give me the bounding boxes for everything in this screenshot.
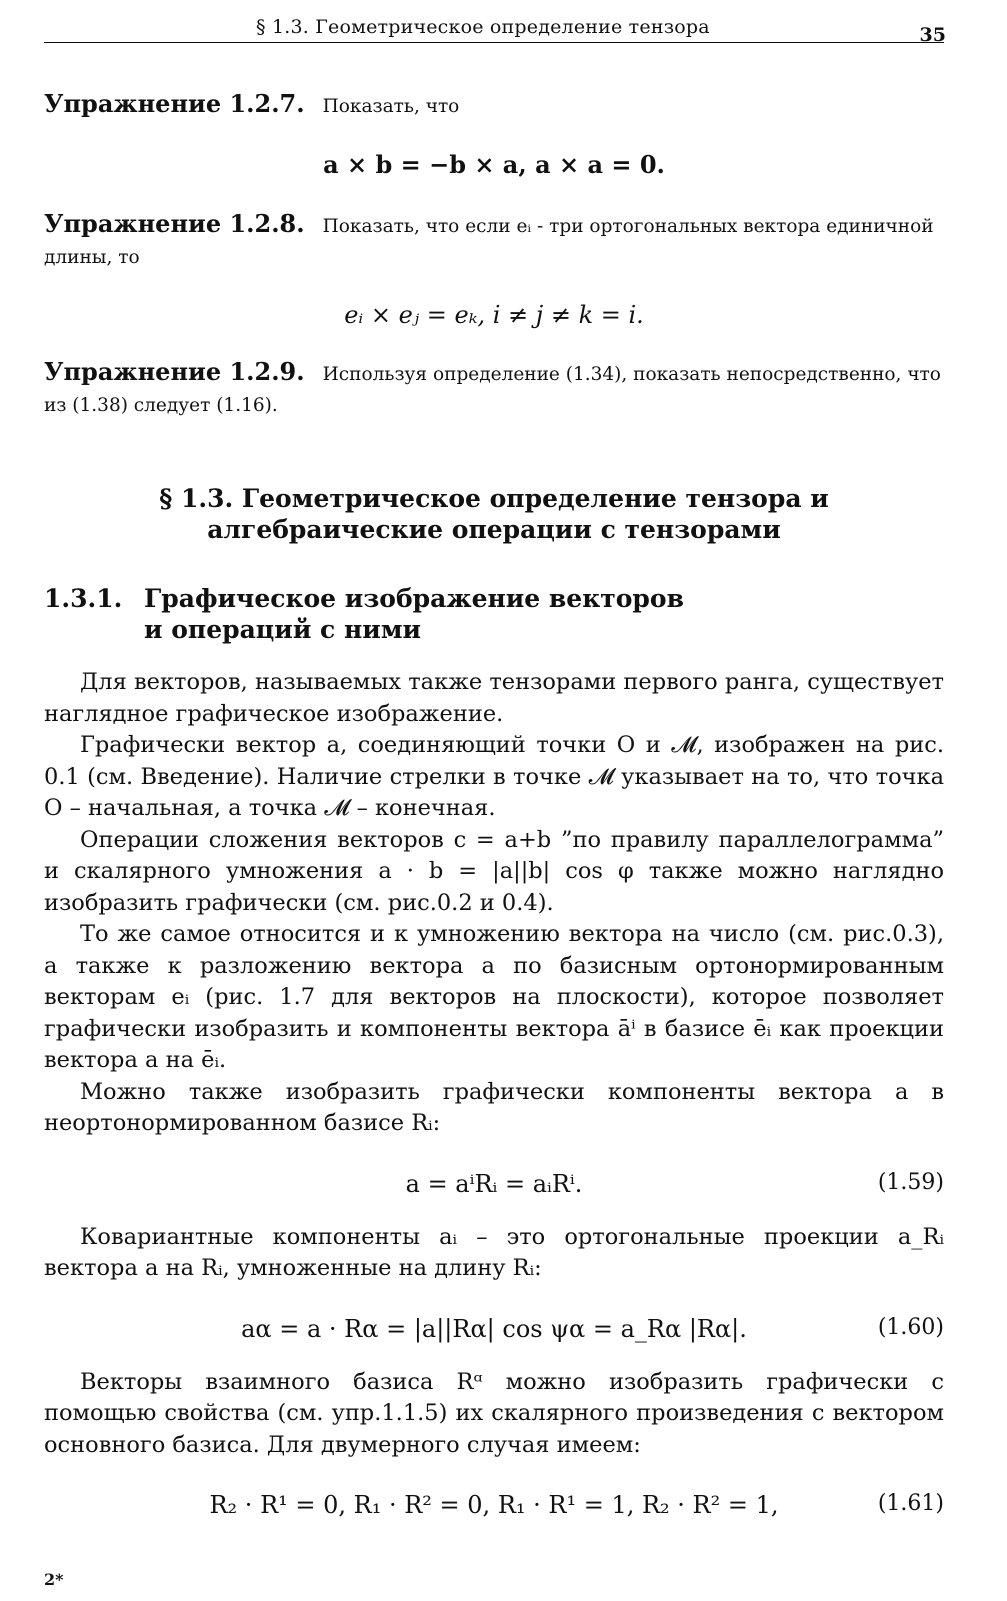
formula-cross-product: a × b = −b × a, a × a = 0.	[323, 150, 665, 179]
equation-number: (1.59)	[877, 1169, 944, 1195]
body-text	[44, 1367, 944, 1462]
paragraph: Графически вектор a, соединяющий точки O и 𝓜, изображен на рис. 0.1 (см. Введение). Наличие стрелки в точке 𝓜 указывает на то, что точка O – начальная, а точка 𝓜 – конечная.	[44, 732, 944, 821]
exercise-text: Используя определение (1.34), показать непосредственно, что из (1.38) следует (1.16).	[44, 364, 941, 416]
subsection-title-line: и операций с ними	[144, 615, 422, 644]
subsection-title-line: Графическое изображение векторов	[144, 584, 684, 613]
paragraph: То же самое относится и к умножению вектора на число (см. рис.0.3), а также к разложению вектора a по базисным ортонормированным векторам eᵢ (рис. 1.7 для векторов на плоскости), которое позволяет графически изобразить и компоненты вектора āⁱ в базисе ēᵢ как проекции вектора a на ēᵢ.	[44, 921, 944, 1073]
equation-number: (1.60)	[877, 1314, 944, 1340]
section-title	[44, 483, 944, 545]
equation-number: (1.61)	[877, 1491, 944, 1516]
exercise-text: Показать, что если eᵢ - три ортогональных вектора единичной длины, то	[44, 216, 934, 268]
equation-1-60	[44, 1315, 944, 1343]
paragraph: Векторы взаимного базиса Rᵅ можно изобразить графически с помощью свойства (см. упр.1.1.5) их скалярного произведения с вектором основного базиса. Для двумерного случая имеем:	[44, 1368, 944, 1458]
equation-1-59	[44, 1170, 944, 1198]
page-number: 35	[919, 24, 946, 46]
exercise-text: Показать, что	[322, 96, 460, 117]
paragraph: Ковариантные компоненты aᵢ – это ортогональные проекции a_Rᵢ вектора a на Rᵢ, умноженные на длину Rᵢ:	[44, 1223, 944, 1281]
paragraph: Операции сложения векторов c = a+b ”по правилу параллелограмма” и скалярного умножения a · b = |a||b| cos φ также можно наглядно изобразить графически (см. рис.0.2 и 0.4).	[44, 826, 944, 916]
page	[44, 14, 944, 1543]
exercise-label: Упражнение 1.2.7.	[44, 89, 305, 118]
body-text	[44, 667, 944, 1140]
equation-formula: aα = a · Rα = |a||Rα| cos ψα = a_Rα |Rα|.	[241, 1314, 747, 1343]
subsection-title	[44, 583, 944, 645]
body-text	[44, 1222, 944, 1285]
paragraph: Для векторов, называемых также тензорами первого ранга, существует наглядное графическое изображение.	[44, 669, 944, 727]
equation-formula: R₂ · R¹ = 0, R₁ · R² = 0, R₁ · R¹ = 1, R₂ · R² = 1,	[209, 1491, 779, 1519]
exercise-1-2-9	[44, 357, 944, 421]
section-title-line: § 1.3. Геометрическое определение тензора и	[159, 484, 829, 513]
exercise-1-2-7	[44, 89, 944, 122]
section-title-line: алгебраические операции с тензорами	[207, 515, 781, 544]
running-title: § 1.3. Геометрическое определение тензора	[256, 16, 710, 38]
formula-orthonormal: eᵢ × eⱼ = eₖ, i ≠ j ≠ k = i.	[344, 301, 644, 329]
paragraph: Можно также изобразить графически компоненты вектора a в неортонормированном базисе Rᵢ:	[44, 1078, 944, 1136]
exercise-label: Упражнение 1.2.8.	[44, 209, 305, 238]
exercise-1-2-8	[44, 209, 944, 273]
exercise-label: Упражнение 1.2.9.	[44, 357, 305, 386]
equation-formula: a = aⁱRᵢ = aᵢRⁱ.	[405, 1169, 583, 1198]
running-head	[44, 14, 946, 46]
signature-mark: 2*	[44, 1570, 64, 1589]
equation-1-61	[44, 1491, 944, 1519]
subsection-number: 1.3.1.	[44, 584, 123, 613]
